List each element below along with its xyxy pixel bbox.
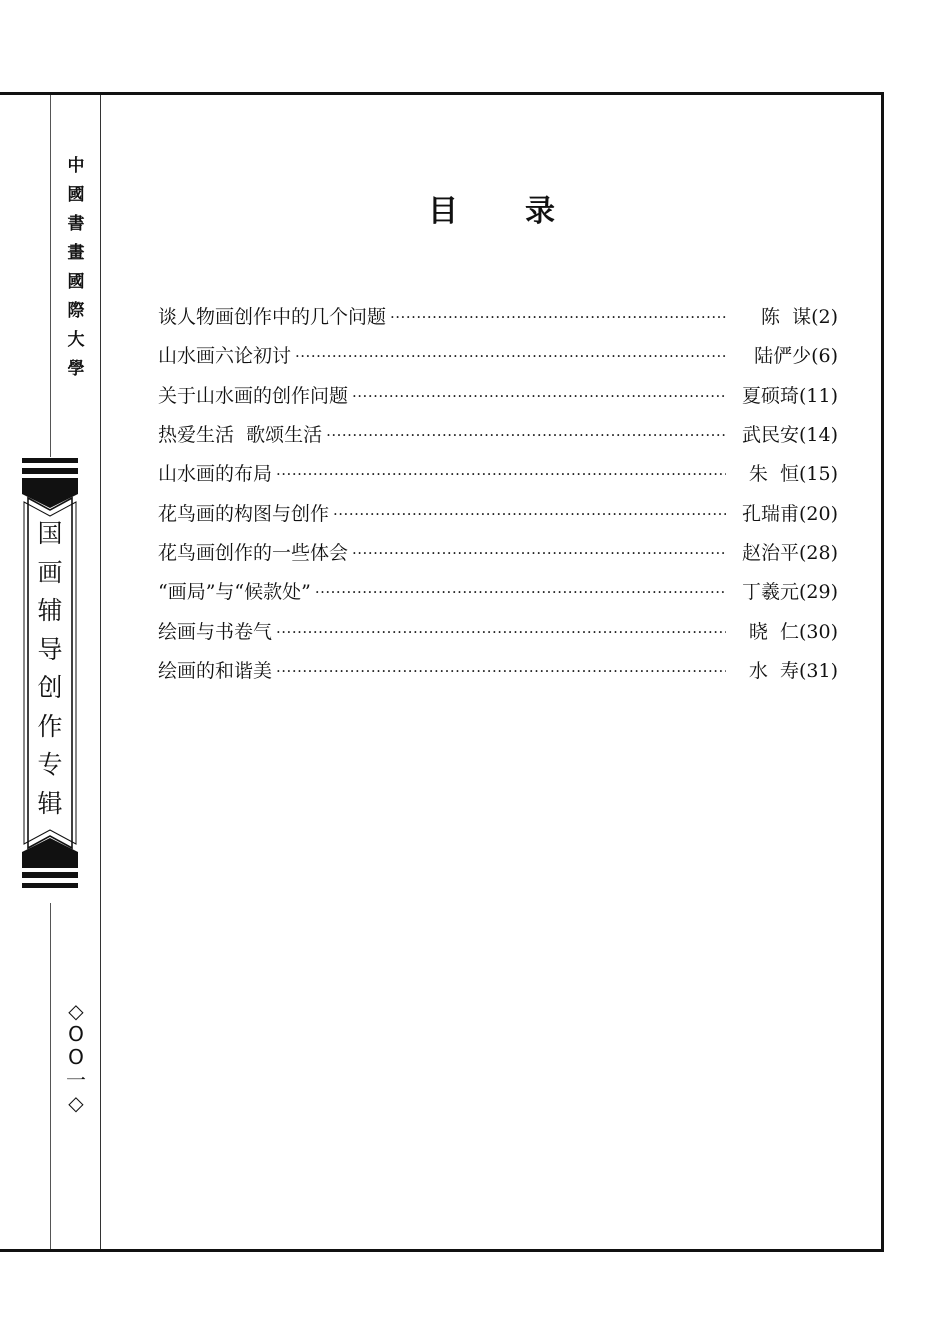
toc-entry[interactable]	[158, 416, 838, 455]
toc-entry[interactable]	[158, 377, 838, 416]
page-frame-right	[881, 92, 884, 1252]
spine-banner-title	[18, 515, 82, 823]
toc-entry-author-page: 武民安(14)	[741, 424, 838, 447]
spine-publication-title	[62, 152, 90, 384]
banner-char: 作	[37, 711, 63, 741]
banner-char: 国	[37, 519, 63, 548]
toc-entry-title: 关于山水画的创作问题	[158, 384, 349, 407]
spine-title-char: 學	[67, 359, 85, 379]
toc-leader-dots	[326, 416, 726, 455]
toc-entry[interactable]	[158, 534, 838, 573]
toc-leader-dots	[276, 455, 726, 494]
spine-divider	[100, 95, 101, 1249]
toc-entry[interactable]	[158, 612, 838, 651]
toc-entry-author-page: 朱 恒(15)	[748, 463, 838, 486]
toc-leader-dots	[352, 534, 726, 573]
toc-entry[interactable]	[158, 573, 838, 612]
toc-entry-title: 山水画六论初讨	[158, 345, 292, 368]
spine-title-char: 書	[67, 214, 85, 234]
toc-entry[interactable]	[158, 298, 838, 337]
page-title-char: 目	[428, 194, 458, 229]
banner-char: 创	[37, 673, 63, 702]
toc-entry[interactable]	[158, 494, 838, 533]
page-number-char: 一	[66, 1068, 86, 1092]
toc-entry-title: “画局”与“候款处”	[158, 581, 311, 604]
toc-entry-title: 绘画与书卷气	[158, 620, 273, 643]
toc-entry-author-page: 陆俨少(6)	[754, 345, 838, 368]
page-frame-top	[0, 92, 884, 95]
toc-entry-title: 绘画的和谐美	[158, 659, 273, 682]
page-frame-bottom	[0, 1249, 884, 1252]
spine-title-char: 國	[67, 185, 85, 205]
toc-entry-author-page: 赵治平(28)	[741, 541, 838, 564]
toc-leader-dots	[390, 298, 726, 337]
spine-title-char: 際	[67, 301, 85, 321]
toc-entry-title: 花鸟画的构图与创作	[158, 502, 330, 525]
toc-leader-dots	[315, 573, 726, 612]
spine-title-char: 大	[67, 330, 85, 350]
spine-rule-lower	[50, 903, 51, 1249]
page-number	[62, 1000, 90, 1115]
toc-entry-author-page: 陈 谋(2)	[761, 306, 838, 329]
toc-entry-title: 热爱生活 歌颂生活	[158, 424, 323, 447]
table-of-contents	[158, 298, 838, 691]
banner-char: 导	[37, 634, 63, 664]
page-number-char: ◇	[68, 1091, 84, 1115]
toc-entry-title: 花鸟画创作的一些体会	[158, 541, 349, 564]
toc-leader-dots	[276, 613, 726, 652]
banner-char: 辅	[37, 596, 63, 625]
banner-char: 画	[37, 557, 63, 587]
page-number-char: ◇	[68, 999, 84, 1023]
toc-entry-author-page: 水 寿(31)	[748, 659, 838, 682]
page-title-char: 录	[525, 194, 555, 229]
spine-title-char: 中	[67, 156, 85, 176]
page-number-char: O	[68, 1022, 84, 1046]
toc-entry-title: 山水画的布局	[158, 463, 273, 486]
toc-entry-title: 谈人物画创作中的几个问题	[158, 306, 387, 329]
toc-entry-author-page: 晓 仁(30)	[748, 620, 838, 643]
spine-title-char: 國	[67, 272, 85, 292]
toc-entry-author-page: 孔瑞甫(20)	[741, 502, 838, 525]
page-number-char: O	[68, 1045, 84, 1069]
toc-leader-dots	[352, 377, 726, 416]
toc-entry-author-page: 夏硕琦(11)	[741, 384, 838, 407]
banner-char: 专	[37, 750, 63, 779]
toc-leader-dots	[276, 652, 726, 691]
toc-entry[interactable]	[158, 652, 838, 691]
spine-rule-upper	[50, 95, 51, 457]
toc-entry[interactable]	[158, 455, 838, 494]
toc-leader-dots	[295, 337, 726, 376]
spine-title-char: 畫	[67, 243, 85, 263]
toc-leader-dots	[333, 495, 726, 534]
toc-entry[interactable]	[158, 337, 838, 376]
page-title	[420, 192, 570, 232]
banner-char: 辑	[37, 788, 63, 818]
toc-entry-author-page: 丁羲元(29)	[741, 581, 838, 604]
